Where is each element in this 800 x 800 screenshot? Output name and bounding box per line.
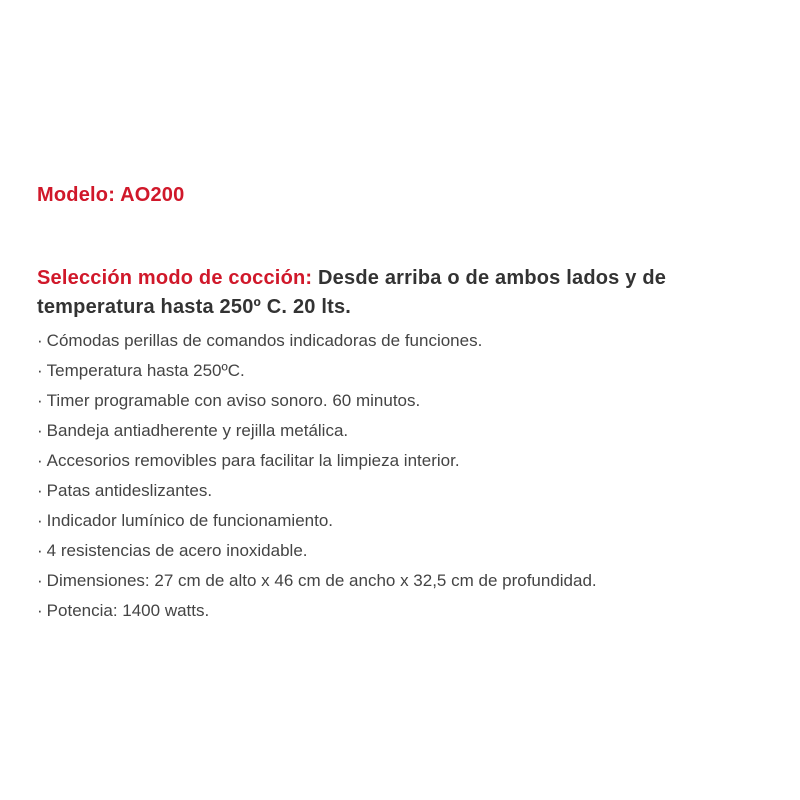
cooking-mode-text: Desde arriba o de ambos lados y de temperatura hasta 250º C. 20 lts. (37, 267, 667, 318)
bullet: · (37, 331, 43, 350)
bullet: · (37, 361, 43, 380)
bullet: · (37, 421, 43, 440)
model-title: Modelo: AO200 (37, 184, 185, 206)
feature-text: Patas antideslizantes. (46, 481, 213, 500)
feature-text: Dimensiones: 27 cm de alto x 46 cm de ancho x 32,5 cm de profundidad. (46, 571, 597, 590)
feature-item (37, 356, 787, 386)
bullet: · (37, 391, 43, 410)
bullet: · (37, 451, 43, 470)
cooking-mode-label: Selección modo de cocción: (37, 267, 313, 289)
bullet: · (37, 571, 43, 590)
feature-item (37, 596, 787, 626)
feature-text: Accesorios removibles para facilitar la limpieza interior. (46, 451, 460, 470)
feature-item (37, 326, 787, 356)
feature-text: Temperatura hasta 250ºC. (46, 361, 245, 380)
bullet: · (37, 541, 43, 560)
feature-text: Indicador lumínico de funcionamiento. (46, 511, 334, 530)
feature-text: 4 resistencias de acero inoxidable. (46, 541, 308, 560)
bullet: · (37, 481, 43, 500)
feature-list (37, 326, 787, 626)
feature-item (37, 416, 787, 446)
bullet: · (37, 511, 43, 530)
feature-item (37, 476, 787, 506)
feature-text: Bandeja antiadherente y rejilla metálica. (46, 421, 349, 440)
feature-item (37, 506, 787, 536)
feature-text: Timer programable con aviso sonoro. 60 minutos. (46, 391, 421, 410)
bullet: · (37, 601, 43, 620)
feature-item (37, 386, 787, 416)
feature-text: Potencia: 1400 watts. (46, 601, 210, 620)
feature-item (37, 566, 787, 596)
feature-item (37, 446, 787, 476)
feature-item (37, 536, 787, 566)
cooking-mode-heading (37, 264, 777, 322)
feature-text: Cómodas perillas de comandos indicadoras de funciones. (46, 331, 483, 350)
